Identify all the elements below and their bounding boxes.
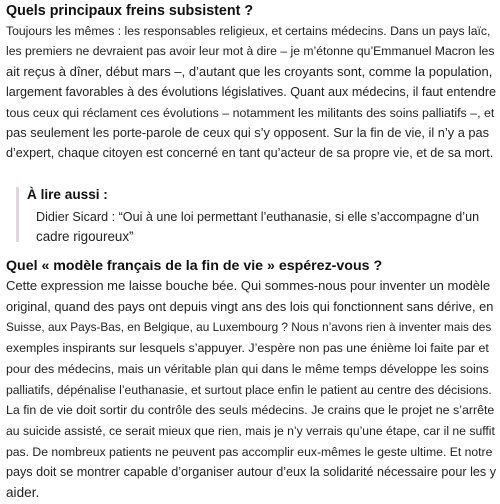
paragraph-line: aider. (6, 485, 40, 501)
paragraph-line: ait reçus à dîner, début mars –, d’autant que les croyants sont, comme la population, (6, 63, 493, 79)
read-also-link[interactable] (36, 208, 481, 246)
answer-paragraph (6, 21, 496, 164)
paragraph-line: exemples inspirants sur lesquels s’appuyer. J’espère non pas une énième loi faite par et (6, 341, 489, 356)
read-also-title: À lire aussi : (27, 187, 108, 202)
paragraph-line: les premiers ne devraient pas avoir leur mot à dire – je m’étonne qu’Emmanuel Macron les (6, 44, 495, 59)
read-also-link-line[interactable]: cadre rigoureux” (36, 229, 134, 244)
paragraph-line: Toujours les mêmes : les responsables religieux, et certains médecins. Dans un pays laïc, (6, 24, 491, 38)
paragraph-line: largement favorables à des évolutions législatives. Quant aux médecins, il faut entendre (6, 85, 497, 100)
paragraph-line: pas. De nombreux patients ne peuvent pas accomplir eux-mêmes le geste ultime. Et notre (6, 444, 493, 459)
paragraph-line: d’expert, chaque citoyen est concerné en tant qu’acteur de sa propre vie, et de sa mort. (6, 146, 494, 161)
paragraph-line: Cette expression me laisse bouche bée. Qui sommes-nous pour inventer un modèle (6, 278, 491, 293)
question-heading: Quels principaux freins subsistent ? (6, 3, 254, 19)
answer-paragraph (6, 276, 496, 504)
paragraph-line: original, quand des pays ont depuis vingt ans des lois qui fonctionnent sans dérive, en (6, 298, 494, 314)
paragraph-line: palliatifs, dépénalise l’euthanasie, et surtout place enfin le patient au centre des décisions. (6, 382, 492, 397)
paragraph-line: pas seulement les porte-parole de ceux qui s’y opposent. Sur la fin de vie, il n’y a pas (6, 125, 490, 141)
paragraph-line: pour des médecins, mais un véritable plan qui dans le même temps développe les soins (6, 361, 489, 376)
read-also-box (16, 187, 489, 242)
question-heading: Quel « modèle français de la fin de vie » espérez-vous ? (6, 258, 383, 274)
paragraph-line: au suicide assisté, ce serait mieux que rien, mais je n’y verrais qu’une étape, car il ne suffit (6, 423, 495, 438)
paragraph-line: Suisse, aux Pays-Bas, en Belgique, au Luxembourg ? Nous n’avons rien à inventer mais des (6, 320, 492, 335)
paragraph-line: tous ceux qui réclament ces évolutions – notamment les militants des soins palliatifs –, et (6, 105, 495, 120)
paragraph-line: pays doit se montrer capable d’organiser autour d’eux la solidarité nécessaire pour les y (6, 465, 497, 480)
read-also-link-line[interactable]: Didier Sicard : “Oui à une loi permettant l’euthanasie, si elle s’accompagne d’un (36, 210, 480, 224)
paragraph-line: La fin de vie doit sortir du contrôle des seuls médecins. Je crains que le projet ne s’arrête (6, 403, 495, 418)
